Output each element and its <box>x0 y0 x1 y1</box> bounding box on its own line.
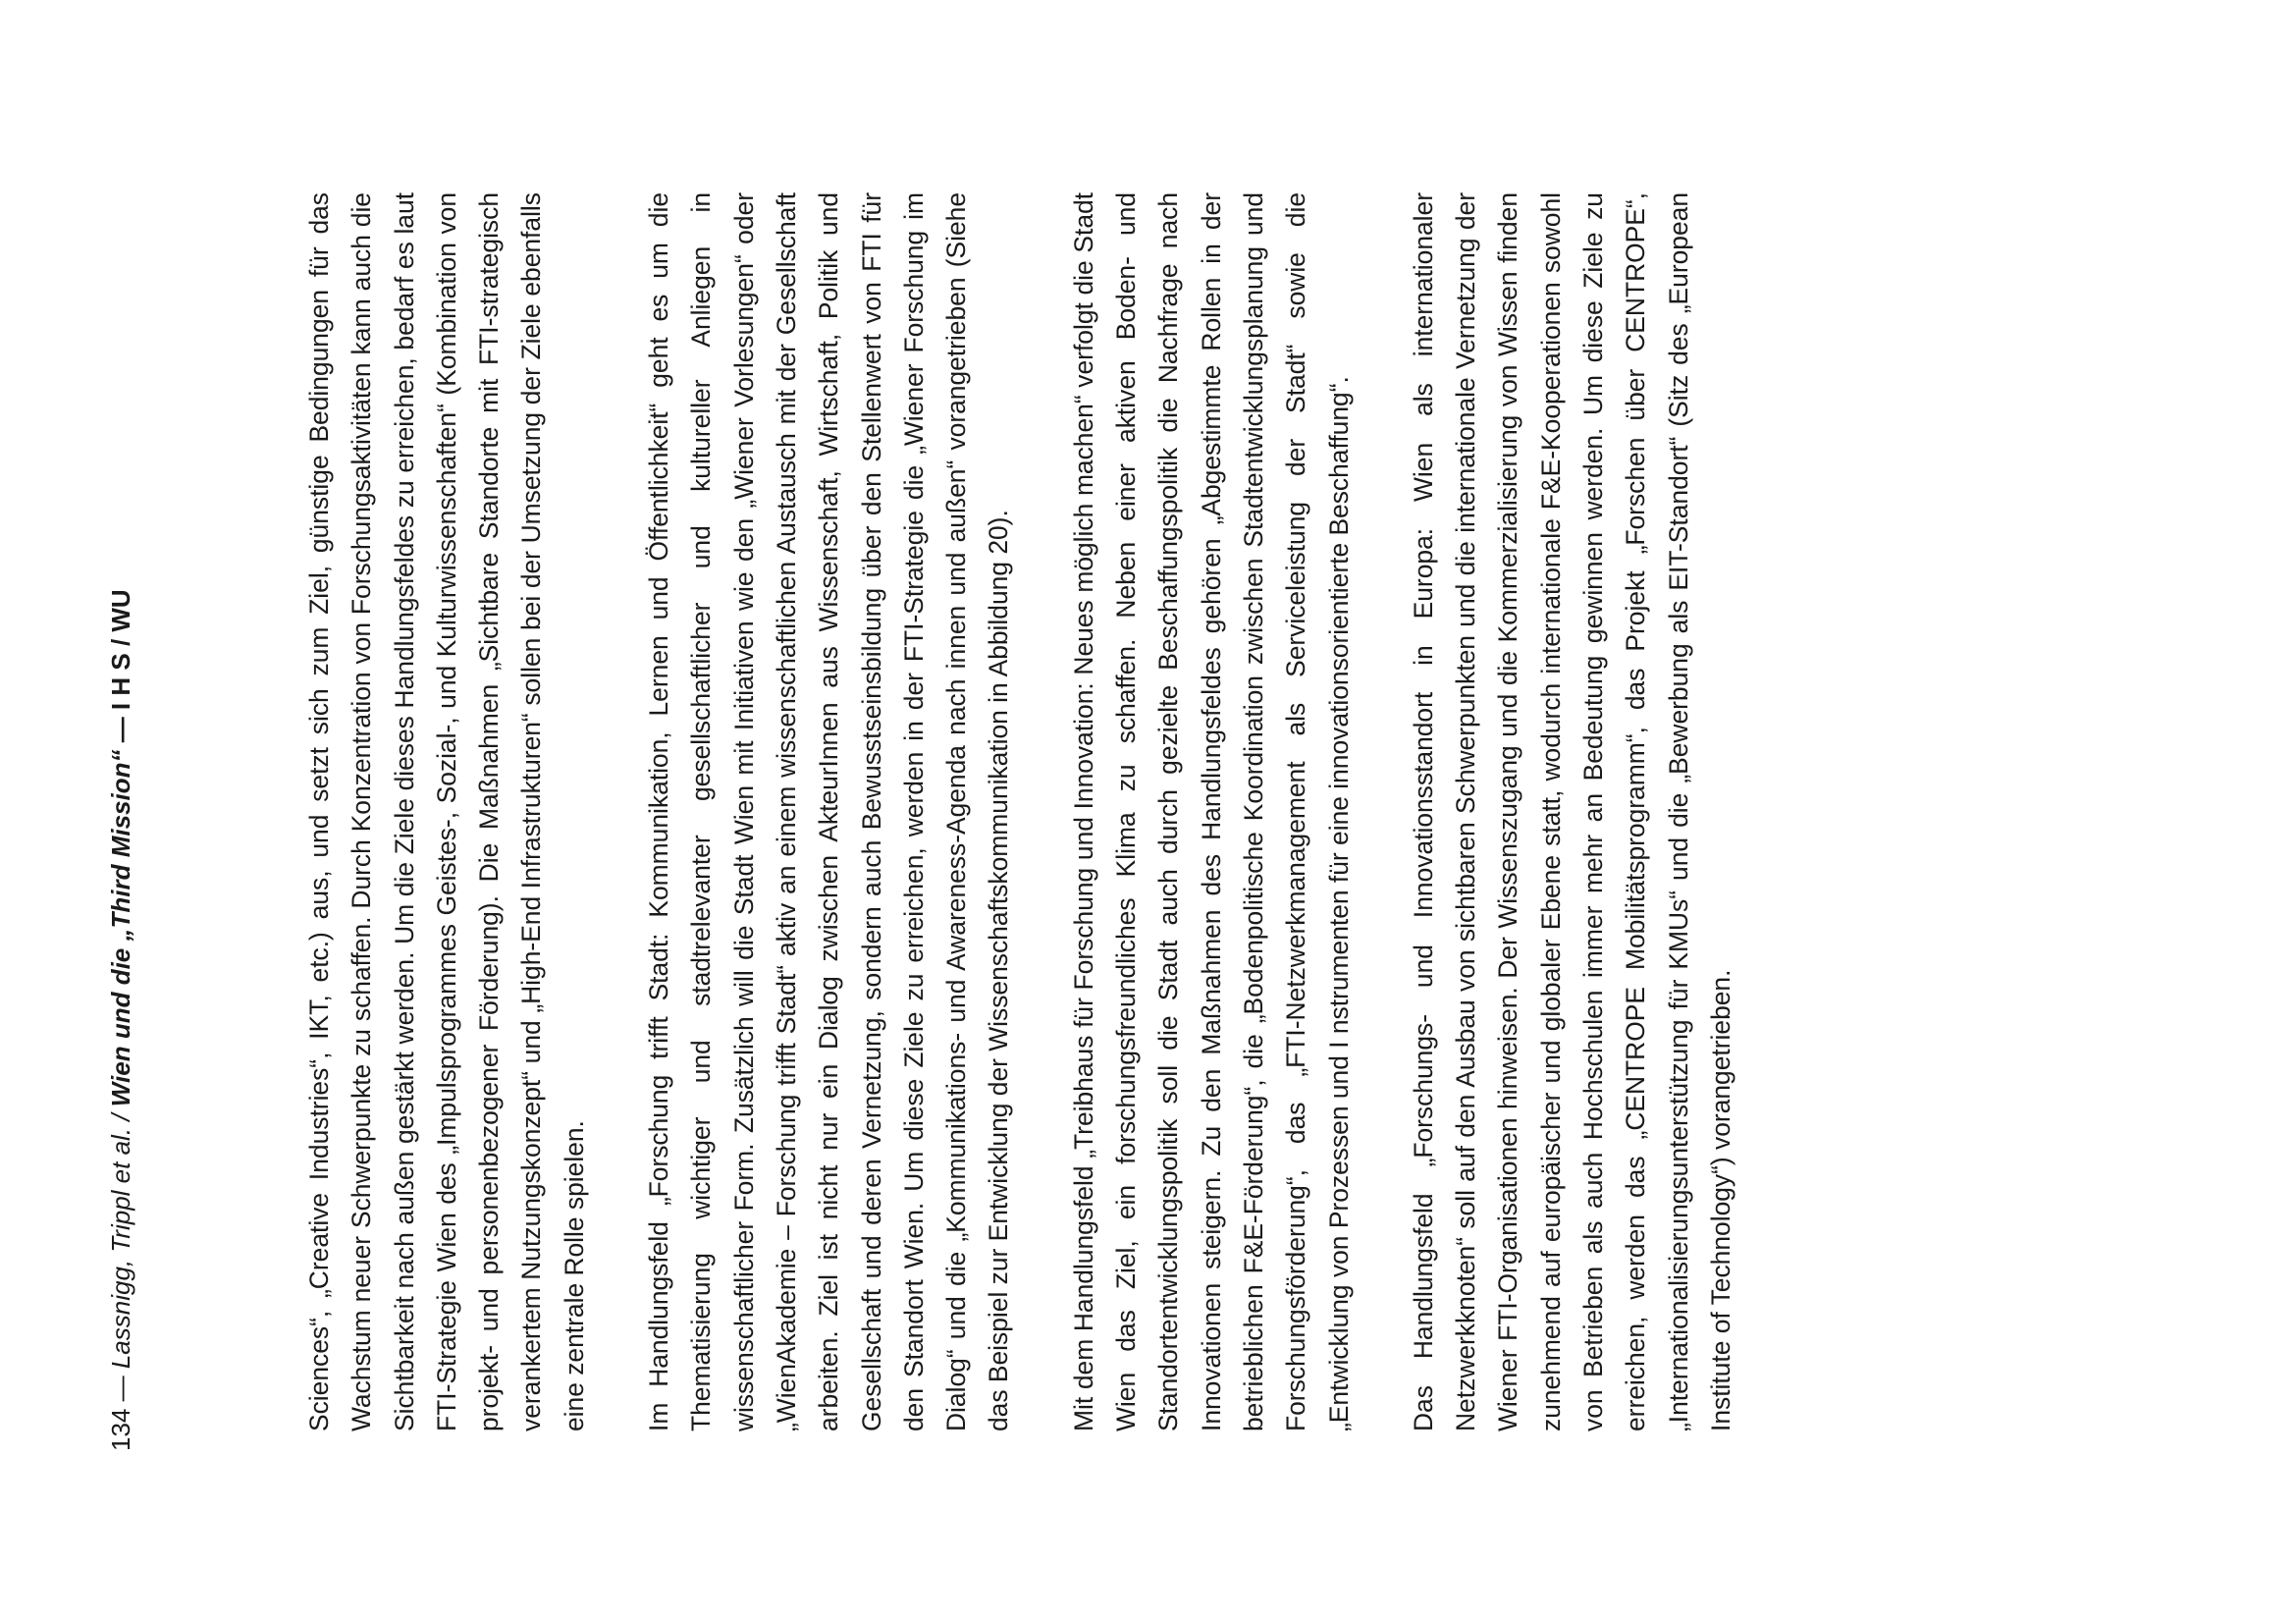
separator-dash: — <box>106 710 135 750</box>
separator-dash: — <box>106 1369 135 1409</box>
running-head-title: Wien und die „Third Mission“ <box>106 749 135 1107</box>
paragraph: Sciences“, „Creative Industries“, IKT, etc.) aus, und setzt sich zum Ziel, günstige Bedingungen für das Wachstum neuer Schwerpunkte zu schaffen. Durch Konzentration von Forschungsaktivitäten kann auch die Sichtbarkeit nach außen gestärkt werden. Um die Ziele dieses Handlungsfeldes zu erreichen, bedarf es laut FTI-Strategie Wien des „Impulsprogrammes Geistes-, Sozial-, und Kulturwissenschaften“ (Kombination von projekt- und personenbezogener Förderung). Die Maßnahmen „Sichtbare Standorte mit FTI-strategisch verankertem Nutzungskonzept“ und „High-End Infrastrukturen“ sollen bei der Umsetzung der Ziele ebenfalls eine zentrale Rolle spielen. <box>304 192 589 1431</box>
running-head-organisation: I H S / WU <box>106 589 135 711</box>
page-number: 134 <box>106 1408 135 1451</box>
paragraph: Das Handlungsfeld „Forschungs- und Innovationsstandort in Europa: Wien als internationaler Netzwerkknoten“ soll auf den Ausbau von sichtbaren Schwerpunkten und die internationale Vernetzung der Wiener FTI-Organisationen hinweisen. Der Wissenszugang und die Kommerzialisierung von Wissen finden zunehmend auf europäischer und globaler Ebene statt, wodurch internationale F&E-Kooperationen sowohl von Betrieben als auch Hochschulen immer mehr an Bedeutung gewinnen werden. Um diese Ziele zu erreichen, werden das „CENTROPE Mobilitätsprogramm“, das Projekt „Forschen über CENTROPE“, „Internationalisierungsunterstützung für KMUs“ und die „Bewerbung als EIT-Standort“ (Sitz des „European Institute of Technology“) vorangetrieben. <box>1408 192 1735 1431</box>
running-head-authors: Lassnigg, Trippl et al. / <box>106 1106 135 1370</box>
running-head <box>104 175 137 1451</box>
body-text <box>298 192 1742 1431</box>
paragraph: Im Handlungsfeld „Forschung trifft Stadt: Kommunikation, Lernen und Öffentlichkeit“ geht es um die Thematisierung wichtiger und stadtrelevanter gesellschaftlicher und kultureller Anliegen in wissenschaftlicher Form. Zusätzlich will die Stadt Wien mit Initiativen wie den „Wiener Vorlesungen“ oder „WienAkademie – Forschung trifft Stadt“ aktiv an einem wissenschaftlichen Austausch mit der Gesellschaft arbeiten. Ziel ist nicht nur ein Dialog zwischen AkteurInnen aus Wissenschaft, Wirtschaft, Politik und Gesellschaft und deren Vernetzung, sondern auch Bewusstseinsbildung über den Stellenwert von FTI für den Standort Wien. Um diese Ziele zu erreichen, werden in der FTI-Strategie die „Wiener Forschung im Dialog“ und die „Kommunikations- und Awareness-Agenda nach innen und außen“ vorangetrieben (Siehe das Beispiel zur Entwicklung der Wissenschaftskommunikation in Abbildung 20). <box>644 192 1014 1431</box>
paragraph: Mit dem Handlungsfeld „Treibhaus für Forschung und Innovation: Neues möglich machen“ verfolgt die Stadt Wien das Ziel, ein forschungsfreundliches Klima zu schaffen. Neben einer aktiven Boden- und Standortentwicklungspolitik soll die Stadt auch durch gezielte Beschaffungspolitik die Nachfrage nach Innovationen steigern. Zu den Maßnahmen des Handlungsfeldes gehören „Abgestimmte Rollen in der betrieblichen F&E-Förderung“, die „Bodenpolitische Koordination zwischen Stadtentwicklungsplanung und Forschungsförderung“, das „FTI-Netzwerkmanagement als Serviceleistung der Stadt“ sowie die „Entwicklung von Prozessen und I nstrumenten für eine innovationsorientierte Beschaffung“. <box>1068 192 1354 1431</box>
